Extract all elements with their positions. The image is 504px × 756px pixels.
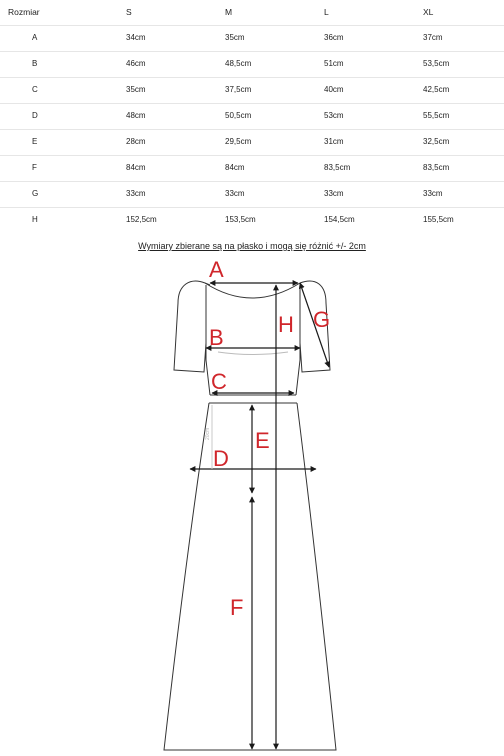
label-f: F (230, 595, 244, 620)
cell-xl: 33cm (423, 189, 443, 198)
label-a: A (209, 257, 224, 282)
offset-note: 20cm (205, 427, 211, 440)
cell-m: 33cm (225, 189, 245, 198)
neckline (205, 283, 300, 298)
row-label: E (32, 137, 38, 146)
row-label: F (32, 163, 37, 172)
table-row (0, 156, 504, 180)
cell-xl: 53,5cm (423, 59, 450, 68)
label-h: H (278, 312, 294, 337)
cell-xl: 83,5cm (423, 163, 450, 172)
cell-s: 28cm (126, 137, 146, 146)
cell-s: 33cm (126, 189, 146, 198)
cell-l: 36cm (324, 33, 344, 42)
cell-xl: 42,5cm (423, 85, 450, 94)
header-l: L (324, 7, 329, 17)
table-row (0, 52, 504, 76)
size-table (0, 0, 504, 232)
cell-s: 34cm (126, 33, 146, 42)
header-m: M (225, 7, 233, 17)
table-header-row (0, 0, 504, 24)
dress-outline (164, 281, 336, 750)
cell-m: 50,5cm (225, 111, 252, 120)
cell-l: 53cm (324, 111, 344, 120)
cell-s: 152,5cm (126, 215, 157, 224)
cell-s: 48cm (126, 111, 146, 120)
cell-s: 84cm (126, 163, 146, 172)
cell-m: 35cm (225, 33, 245, 42)
row-label: H (32, 215, 38, 224)
label-g: G (313, 307, 331, 332)
row-label: D (32, 111, 38, 120)
measurement-note: Wymiary zbierane są na płasko i mogą się różnić +/- 2cm (138, 241, 366, 251)
table-row (0, 208, 504, 232)
dress-measurement-diagram (0, 255, 504, 756)
cell-s: 35cm (126, 85, 146, 94)
table-row (0, 78, 504, 102)
label-c: C (211, 369, 227, 394)
table-row (0, 104, 504, 128)
header-s: S (126, 7, 132, 17)
label-e: E (255, 428, 270, 453)
cell-xl: 55,5cm (423, 111, 450, 120)
cell-l: 51cm (324, 59, 344, 68)
table-row (0, 182, 504, 206)
cell-m: 48,5cm (225, 59, 252, 68)
cell-l: 31cm (324, 137, 344, 146)
cell-m: 84cm (225, 163, 245, 172)
skirt (164, 403, 336, 750)
row-label: C (32, 85, 38, 94)
table-row (0, 26, 504, 50)
row-label: A (32, 33, 38, 42)
header-size: Rozmiar (8, 7, 40, 17)
cell-xl: 32,5cm (423, 137, 450, 146)
cell-l: 154,5cm (324, 215, 355, 224)
header-xl: XL (423, 7, 434, 17)
cell-l: 40cm (324, 85, 344, 94)
cell-m: 37,5cm (225, 85, 252, 94)
table-row (0, 130, 504, 154)
cell-xl: 37cm (423, 33, 443, 42)
row-label: B (32, 59, 38, 68)
row-label: G (32, 189, 39, 198)
left-sleeve (174, 281, 206, 372)
hip-offset-guide (205, 405, 212, 469)
cell-m: 153,5cm (225, 215, 256, 224)
cell-m: 29,5cm (225, 137, 252, 146)
cell-l: 83,5cm (324, 163, 351, 172)
cell-l: 33cm (324, 189, 344, 198)
cell-xl: 155,5cm (423, 215, 454, 224)
label-b: B (209, 325, 224, 350)
cell-s: 46cm (126, 59, 146, 68)
label-d: D (213, 446, 229, 471)
